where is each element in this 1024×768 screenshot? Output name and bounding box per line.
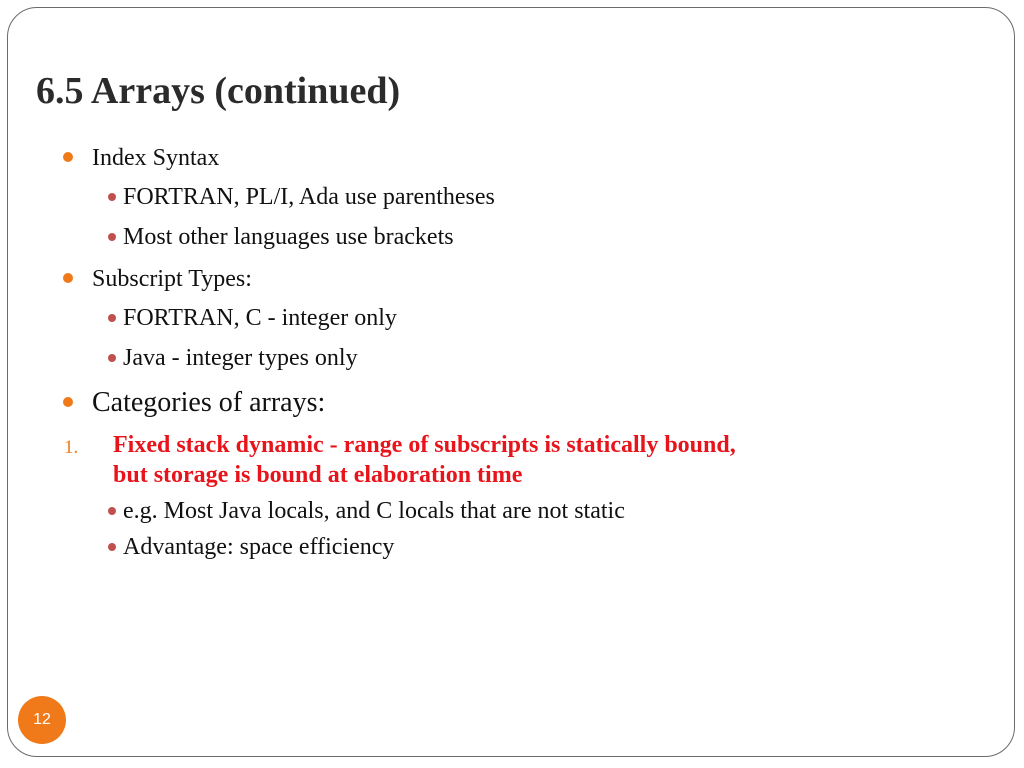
- sub-bullet-brackets: Most other languages use brackets: [123, 224, 454, 250]
- sub-bullet-advantage: Advantage: space efficiency: [123, 534, 395, 560]
- slide-title: 6.5 Arrays (continued): [36, 70, 401, 112]
- bullet-icon: [63, 273, 73, 283]
- sub-bullet-icon: [108, 233, 116, 241]
- slide-frame: [7, 7, 1015, 757]
- sub-bullet-parentheses: FORTRAN, PL/I, Ada use parentheses: [123, 184, 495, 210]
- sub-bullet-icon: [108, 543, 116, 551]
- sub-bullet-icon: [108, 314, 116, 322]
- page-number-badge: 12: [18, 696, 66, 744]
- fixed-stack-dynamic-line2: but storage is bound at elaboration time: [113, 462, 523, 488]
- sub-bullet-icon: [108, 507, 116, 515]
- sub-bullet-icon: [108, 354, 116, 362]
- bullet-icon: [63, 397, 73, 407]
- sub-bullet-icon: [108, 193, 116, 201]
- sub-bullet-java: Java - integer types only: [123, 345, 358, 371]
- bullet-index-syntax: Index Syntax: [92, 145, 220, 171]
- sub-bullet-fortran-c: FORTRAN, C - integer only: [123, 305, 397, 331]
- fixed-stack-dynamic-line1: Fixed stack dynamic - range of subscripts is statically bound,: [113, 432, 736, 458]
- numbered-marker: 1.: [64, 437, 79, 458]
- sub-bullet-example: e.g. Most Java locals, and C locals that are not static: [123, 498, 625, 524]
- bullet-icon: [63, 152, 73, 162]
- bullet-categories: Categories of arrays:: [92, 387, 326, 418]
- bullet-subscript-types: Subscript Types:: [92, 266, 252, 292]
